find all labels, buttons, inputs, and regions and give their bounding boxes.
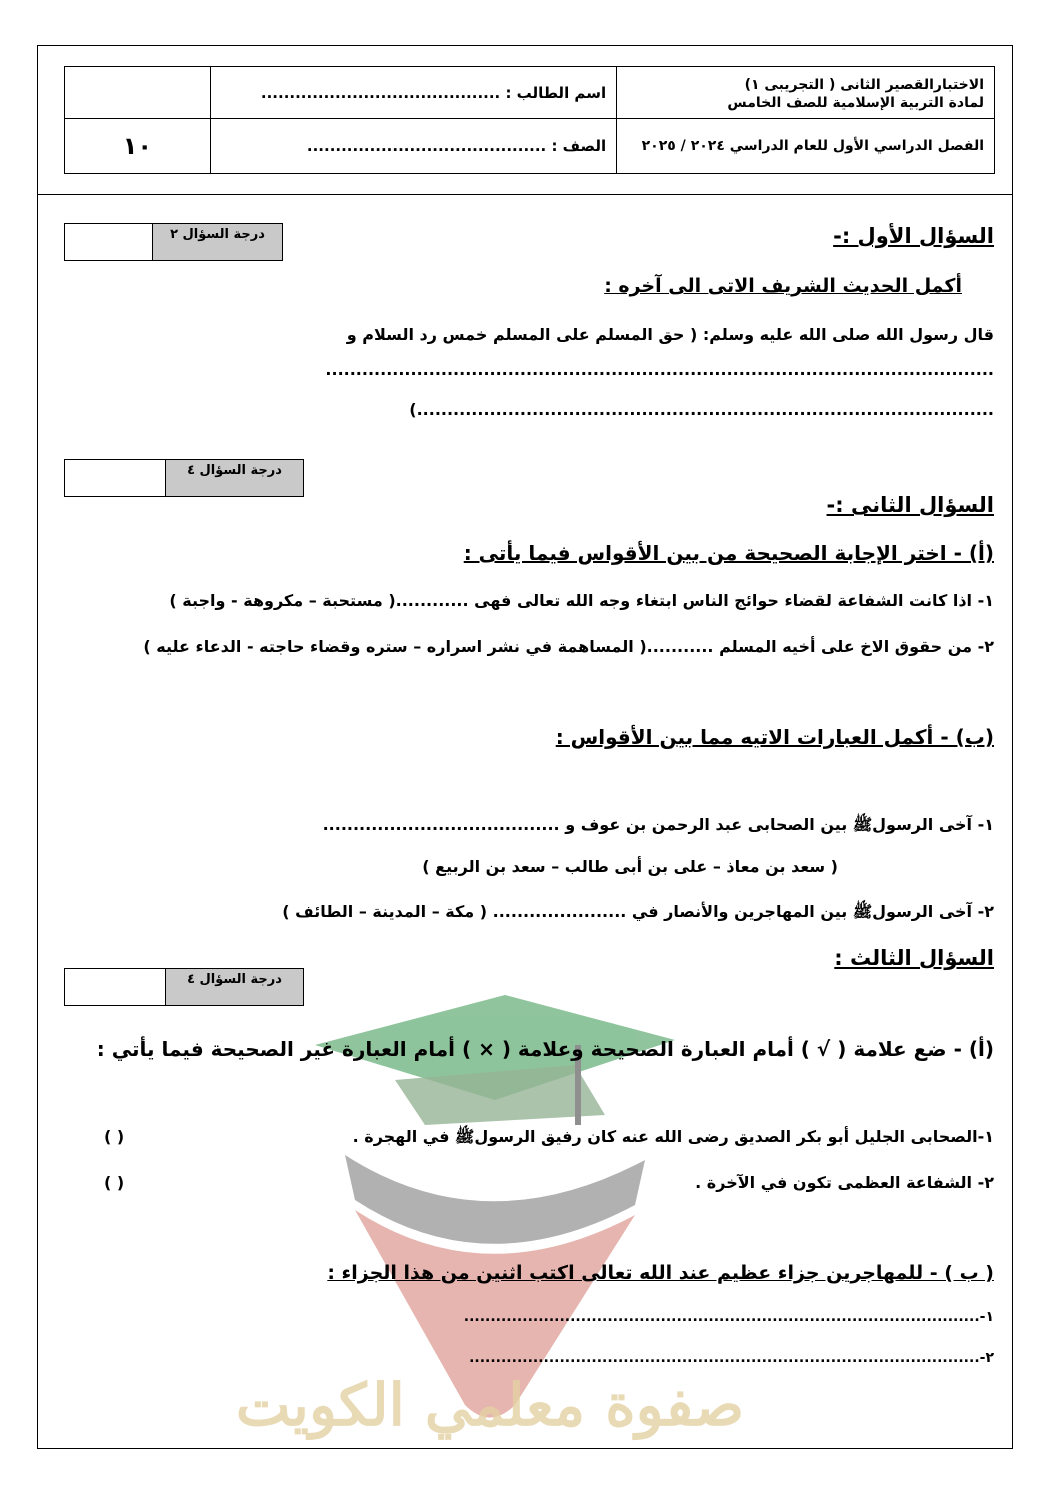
q2-grade-label: درجة السؤال ٤ xyxy=(165,460,303,496)
q3-part-a: (أ) - ضع علامة ( √ ) أمام العبارة الصحيحة وعلامة ( × ) أمام العبارة غير الصحيحة فيما يأتي : xyxy=(96,1037,994,1061)
exam-title-cell xyxy=(617,67,995,119)
q2-a-item-1: ١- اذا كانت الشفاعة لقضاء حوائج الناس ابتغاء وجه الله تعالى فهى ............( مستحبة – مكروهة - واجبة ) xyxy=(169,591,994,610)
q1-instruction: أكمل الحديث الشريف الاتى الى آخره : xyxy=(604,275,962,297)
q3-a-item-2-answer[interactable]: ( ) xyxy=(104,1173,125,1192)
term-cell: الفصل الدراسي الأول للعام الدراسي ٢٠٢٤ / ٢٠٢٥ xyxy=(617,119,995,174)
class-cell: الصف : .......................................... xyxy=(210,119,616,174)
q2-part-b: (ب) - أكمل العبارات الاتيه مما بين الأقواس : xyxy=(555,725,994,749)
header-separator xyxy=(37,194,1013,195)
exam-header-table xyxy=(64,66,995,174)
exam-subject: لمادة التربية الإسلامية للصف الخامس xyxy=(727,94,984,111)
exam-title: الاختبارالقصير الثانى ( التجريبى ١) xyxy=(744,76,984,93)
q1-grade-label: درجة السؤال ٢ xyxy=(152,224,282,260)
q2-heading: السؤال الثانى :- xyxy=(826,493,994,517)
q3-a-item-1-answer[interactable]: ( ) xyxy=(104,1127,125,1146)
q3-a-item-2: ٢- الشفاعة العظمى تكون في الآخرة . xyxy=(695,1173,994,1192)
q2-part-a: (أ) - اختر الإجابة الصحيحة من بين الأقواس فيما يأتى : xyxy=(463,541,994,565)
q1-heading: السؤال الأول :- xyxy=(833,224,994,248)
empty-cell xyxy=(65,67,211,119)
q1-answer-line-2[interactable]: ...............................................................................................) xyxy=(409,400,994,419)
q3-b-line-2[interactable]: ٢-................................................................................................ xyxy=(469,1350,994,1366)
q2-grade-field[interactable] xyxy=(65,460,165,496)
q3-heading: السؤال الثالث : xyxy=(834,946,994,970)
q1-grade-box xyxy=(64,223,283,261)
q1-answer-line-1[interactable]: .............................................................................................................. xyxy=(325,360,994,379)
q3-grade-label: درجة السؤال ٤ xyxy=(165,969,303,1005)
q2-grade-box xyxy=(64,459,304,497)
q1-grade-field[interactable] xyxy=(65,224,152,260)
q2-b-item-1: ١- آخى الرسولﷺ بين الصحابى عبد الرحمن بن عوف و ....................................... xyxy=(322,815,994,834)
q2-b-item-1-options: ( سعد بن معاذ – على بن أبى طالب – سعد بن الربيع ) xyxy=(422,857,838,876)
q3-grade-field[interactable] xyxy=(65,969,165,1005)
q2-b-item-2: ٢- آخى الرسولﷺ بين المهاجرين والأنصار في ...................... ( مكة – المدينة – الطائف ) xyxy=(282,902,994,921)
q1-hadith: قال رسول الله صلى الله عليه وسلم: ( حق المسلم على المسلم خمس رد السلام و xyxy=(346,325,994,344)
q2-a-item-2: ٢- من حقوق الاخ على أخيه المسلم ...........( المساهمة في نشر اسراره – ستره وقضاء حاجته - الدعاء عليه ) xyxy=(143,637,994,656)
q3-b-line-1[interactable]: ١-................................................................................................. xyxy=(463,1309,994,1325)
student-name-cell: اسم الطالب : .......................................... xyxy=(210,67,616,119)
q3-grade-box xyxy=(64,968,304,1006)
q3-part-b: ( ب ) - للمهاجرين جزاء عظيم عند الله تعالى اكتب اثنين من هذا الجزاء : xyxy=(327,1262,994,1284)
watermark-text: صفوة معلمي الكويت xyxy=(235,1371,745,1439)
total-score: ١٠ xyxy=(65,119,211,174)
q3-a-item-1: ١-الصحابى الجليل أبو بكر الصديق رضى الله عنه كان رفيق الرسولﷺ في الهجرة . xyxy=(352,1127,994,1146)
